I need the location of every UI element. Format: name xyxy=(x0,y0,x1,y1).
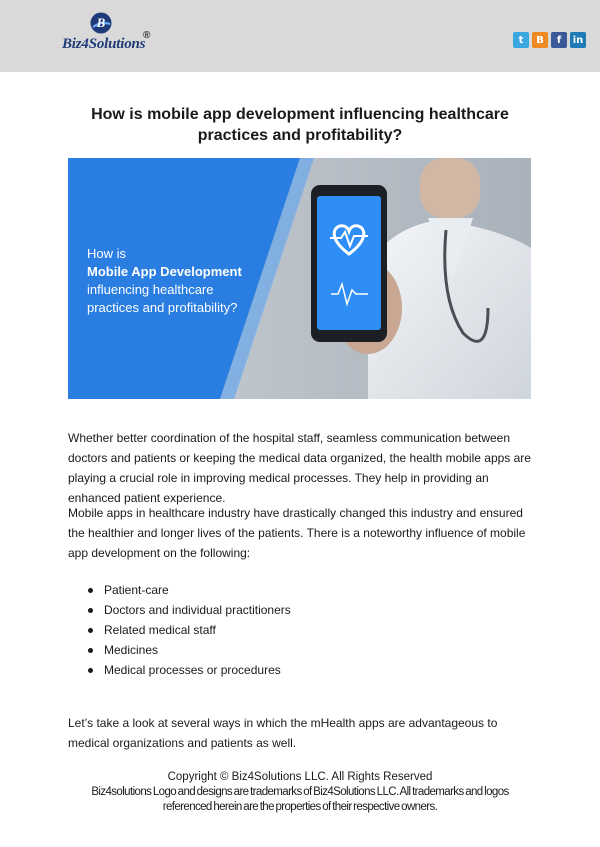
trademark-text-line2: referenced herein are the properties of their respective owners. xyxy=(162,801,438,813)
doctor-chin xyxy=(420,158,480,218)
logo-mark-icon xyxy=(90,12,112,34)
trademark-text-line1: Biz4solutions Logo and designs are trademarks of Biz4Solutions LLC. All trademarks and logos xyxy=(91,786,509,798)
hero-text-line4: practices and profitability? xyxy=(87,300,238,315)
list-item: Patient-care xyxy=(88,580,291,600)
registered-mark: ® xyxy=(143,30,151,41)
hero-text-line3: influencing healthcare xyxy=(87,282,214,297)
blogger-icon[interactable]: B xyxy=(532,32,548,48)
list-item: Medical processes or procedures xyxy=(88,660,291,680)
linkedin-icon[interactable]: in xyxy=(570,32,586,48)
twitter-icon[interactable]: t xyxy=(513,32,529,48)
hero-image xyxy=(68,158,531,399)
influence-list xyxy=(88,580,291,680)
list-item: Doctors and individual practitioners xyxy=(88,600,291,620)
social-links xyxy=(513,32,586,48)
list-item: Related medical staff xyxy=(88,620,291,640)
hero-illustration xyxy=(68,158,531,399)
intro-paragraph: Whether better coordination of the hospital staff, seamless communication between doctors and patients or keeping the medical data organized, the health mobile apps are playing a crucial role in improving medical processes. They help in providing an enhanced patient experience. xyxy=(68,431,531,505)
facebook-icon[interactable]: f xyxy=(551,32,567,48)
list-item: Medicines xyxy=(88,640,291,660)
bullet-icon xyxy=(88,668,93,673)
copyright-text: Copyright © Biz4Solutions LLC. All Rights Reserved xyxy=(167,771,433,783)
bullet-icon xyxy=(88,628,93,633)
svg-text:B: B xyxy=(96,15,106,30)
hero-text-line1: How is xyxy=(87,246,127,261)
closing-paragraph: Let’s take a look at several ways in which the mHealth apps are advantageous to medical organizations and patients as well. xyxy=(68,716,498,750)
page-footer xyxy=(60,770,540,815)
article-title: How is mobile app development influencing healthcare practices and profitability? xyxy=(91,106,509,144)
bullet-icon xyxy=(88,608,93,613)
page-header xyxy=(0,0,600,72)
hero-text-line2: Mobile App Development xyxy=(87,264,242,279)
logo-wordmark: Biz4Solutions xyxy=(62,36,146,52)
phone-screen xyxy=(317,196,381,330)
bullet-icon xyxy=(88,588,93,593)
bullet-icon xyxy=(88,648,93,653)
influence-paragraph: Mobile apps in healthcare industry have drastically changed this industry and ensured the healthier and longer lives of the patients. There is a noteworthy influence of mobile app development on the following: xyxy=(68,506,526,560)
biz4solutions-logo[interactable] xyxy=(62,12,162,60)
